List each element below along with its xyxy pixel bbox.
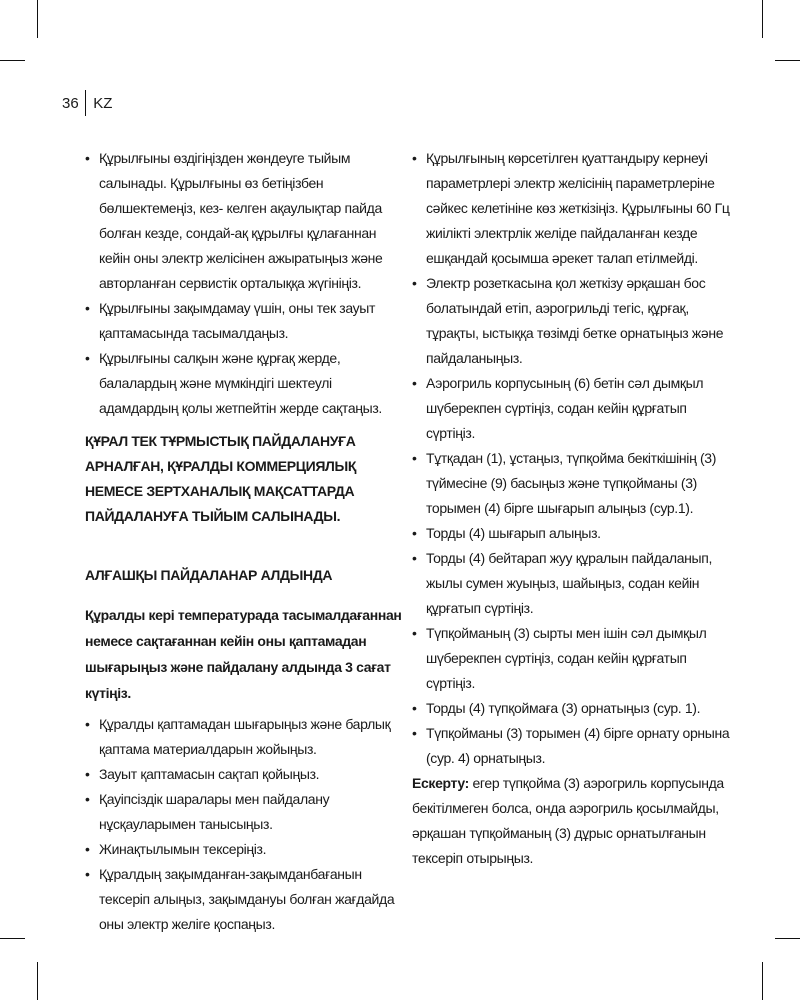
note-paragraph	[412, 771, 734, 871]
temperature-notice: Құралды кері температурада тасымалдағаннан немесе сақтағаннан кейін оны қаптамадан шығарыңыз және пайдалану алдында 3 сағат күтіңіз.	[85, 607, 402, 701]
before-use-list	[85, 712, 403, 937]
crop-mark	[37, 962, 38, 1000]
page-header	[62, 90, 112, 116]
list-item: • Түпқойманы (3) торымен (4) бірге орнату орнына (сур. 4) орнатыңыз.	[412, 721, 734, 771]
list-item: • Тұтқадан (1), ұстаңыз, түпқойма бекіткішінің (3) түймесіне (9) басыңыз және түпқойманы (3) торымен (4) бірге шығарып алыңыз (сур.1).	[412, 446, 734, 521]
crop-mark	[0, 60, 25, 61]
page-number: 36	[62, 94, 79, 112]
list-item: • Құрылғыны салқын және құрғақ жерде, балалардың және мүмкіндігі шектеулі адамдардың қолы жетпейтін жерде сақтаңыз.	[85, 346, 403, 421]
language-code: KZ	[93, 94, 113, 112]
header-divider	[85, 90, 87, 116]
list-item: • Аэрогриль корпусының (6) бетін сәл дымқыл шүберекпен сүртіңіз, содан кейін құрғатып сүртіңіз.	[412, 371, 734, 446]
note-label: Ескерту:	[412, 775, 469, 791]
list-item: • Түпқойманың (3) сырты мен ішін сәл дымқыл шүберекпен сүртіңіз, содан кейін құрғатып сүртіңіз.	[412, 621, 734, 696]
list-item: • Құралды қаптамадан шығарыңыз және барлық қаптама материалдарын жойыңыз.	[85, 712, 403, 762]
list-item: • Зауыт қаптамасын сақтап қойыңыз.	[85, 762, 403, 787]
list-item: • Құрылғының көрсетілген қуаттандыру кернеуі параметрлері электр желісінің параметрлеріне сәйкес келетініне көз жеткізіңіз. Құрылғыны 60 Гц жиілікті электрлік желіде пайдаланған кезде ешқандай қосымша әрекет талап етілмейді.	[412, 146, 734, 271]
list-item: • Торды (4) түпқоймаға (3) орнатыңыз (сур. 1).	[412, 696, 734, 721]
right-column	[412, 146, 734, 871]
list-item: • Торды (4) шығарып алыңыз.	[412, 521, 734, 546]
note-text: егер түпқойма (3) аэрогриль корпусында бекітілмеген болса, онда аэрогриль қосылмайды, әрқашан түпқойманың (3) дұрыс орнатылғанын тексеріп отырыңыз.	[412, 775, 724, 866]
crop-mark	[775, 60, 800, 61]
safety-list	[85, 146, 403, 421]
crop-mark	[762, 0, 763, 38]
list-item: • Торды (4) бейтарап жуу құралын пайдаланып, жылы сумен жуыңыз, шайыңыз, содан кейін құрғатып сүртіңіз.	[412, 546, 734, 621]
list-item: • Қауіпсіздік шаралары мен пайдалану нұсқауларымен танысыңыз.	[85, 787, 403, 837]
list-item: • Жинақтылымын тексеріңіз.	[85, 837, 403, 862]
section-title: АЛҒАШҚЫ ПАЙДАЛАНАР АЛДЫНДА	[85, 567, 333, 583]
household-use-warning: ҚҰРАЛ ТЕК ТҰРМЫСТЫҚ ПАЙДАЛАНУҒА АРНАЛҒАН, ҚҰРАЛДЫ КОММЕРЦИЯЛЫҚ НЕМЕСЕ ЗЕРТХАНАЛЫҚ МАҚСАТТАРДА ПАЙДАЛАНУҒА ТЫЙЫМ САЛЫНАДЫ.	[85, 433, 357, 524]
list-item: • Құрылғыны өздігіңізден жөндеуге тыйым салынады. Құрылғыны өз бетіңізбен бөлшектемеңіз, кез- келген ақаулықтар пайда болған кезде, сондай-ақ құрылғы құлағаннан кейін оны электр желісінен ажыратыңыз және авторланған сервистік орталыққа жүгініңіз.	[85, 146, 403, 296]
crop-mark	[775, 938, 800, 939]
list-item: • Электр розеткасына қол жеткізу әрқашан бос болатындай етіп, аэрогрильді тегіс, құрғақ, тұрақты, ыстыққа төзімді бетке орнатыңыз және пайдаланыңыз.	[412, 271, 734, 371]
left-column	[85, 146, 403, 937]
crop-mark	[762, 962, 763, 1000]
list-item: • Құрылғыны зақымдамау үшін, оны тек зауыт қаптамасында тасымалдаңыз.	[85, 296, 403, 346]
list-item: • Құралдың зақымданған-зақымданбағанын тексеріп алыңыз, зақымдануы болған жағдайда оны электр желіге қоспаңыз.	[85, 862, 403, 937]
preparation-list	[412, 146, 734, 771]
crop-mark	[37, 0, 38, 38]
crop-mark	[0, 938, 25, 939]
